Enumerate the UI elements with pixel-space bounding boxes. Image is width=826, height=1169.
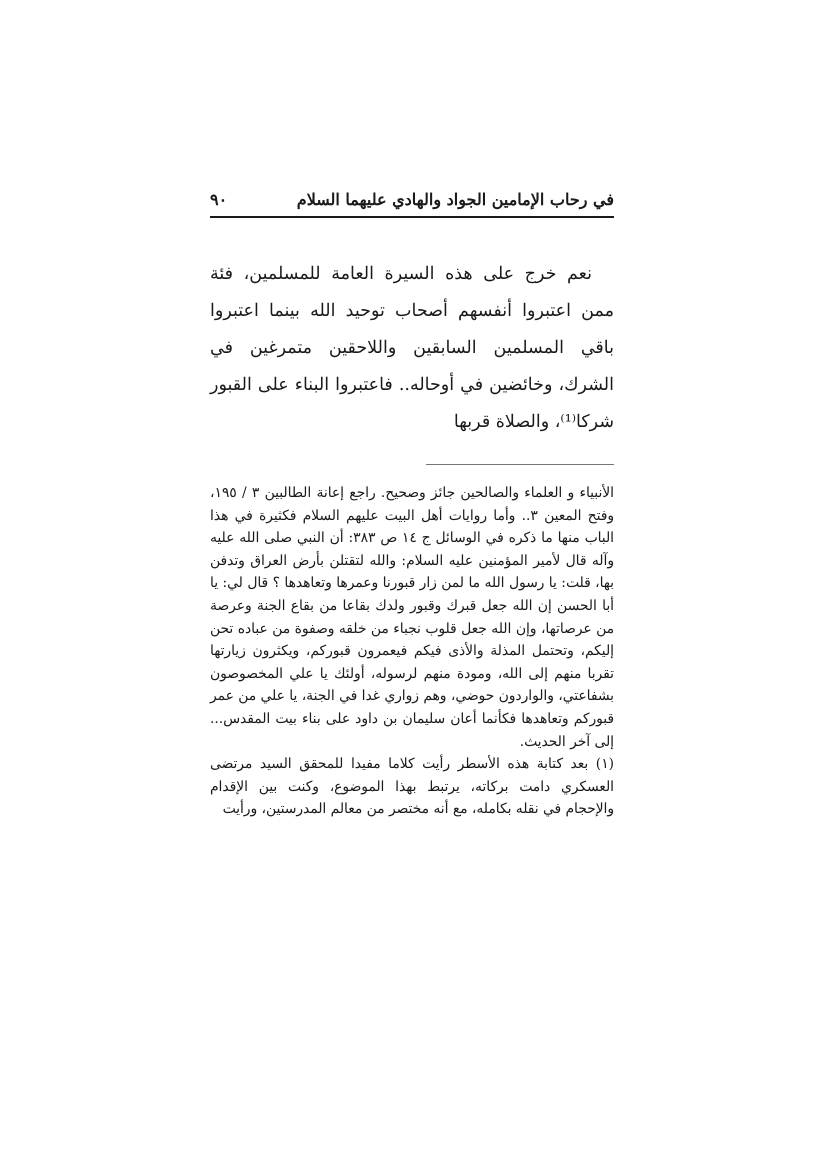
book-page <box>210 186 615 818</box>
page-number: ٩٠ <box>210 190 228 209</box>
footnote-separator <box>426 464 614 465</box>
running-title: في رحاب الإمامين الجواد والهادي عليهما السلام <box>296 190 614 209</box>
footnote-1: (١) بعد كتابة هذه الأسطر رأيت كلاما مفيدا للمحقق السيد مرتضى العسكري دامت بركاته، يرتبط بهذا الموضوع، وكنت بين الإقدام والإحجام في نقله بكامله، مع أنه مختصر من معالم المدرستين، ورأيت <box>210 756 614 818</box>
main-text <box>210 256 614 441</box>
page-header <box>210 186 614 216</box>
header-rule <box>210 216 614 218</box>
main-paragraph: نعم خرج على هذه السيرة العامة للمسلمين، فئة ممن اعتبروا أنفسهم أصحاب توحيد الله بينما اعتبروا باقي المسلمين السابقين واللاحقين متمرغين في الشرك، وخائضين في أوحاله.. فاعتبروا البناء على القبور شركا⁽¹⁾، والصلاة قربها <box>210 264 614 432</box>
footnotes <box>210 482 614 821</box>
footnote-continued: الأنبياء و العلماء والصالحين جائز وصحيح. راجع إعانة الطالبين ٣ / ١٩٥، وفتح المعين ٣.. وأما روايات أهل البيت عليهم السلام فكثيرة في هذا الباب منها ما ذكره في الوسائل ج ١٤ ص ٣٨٣: أن النبي صلى الله عليه وآله قال لأمير المؤمنين عليه السلام: والله لتقتلن بأرض العراق وتدفن بها، قلت: يا رسول الله ما لمن زار قبورنا وعمرها وتعاهدها ؟ قال لي: يا أبا الحسن إن الله جعل قبرك وقبور ولدك بقاعا من بقاع الجنة وعرصة من عرصاتها، وإن الله جعل قلوب نجباء من خلقه وصفوة من عباده تحن إليكم، وتحتمل المذلة والأذى فيكم فيعمرون قبوركم، ويكثرون زيارتها تقربا منهم إلى الله، ومودة منهم لرسوله، أولئك يا علي المخصوصون بشفاعتي، والواردون حوضي، وهم زواري غدا في الجنة، يا علي من عمر قبوركم وتعاهدها فكأنما أعان سليمان بن داود على بناء بيت المقدس... إلى آخر الحديث. <box>210 485 615 750</box>
